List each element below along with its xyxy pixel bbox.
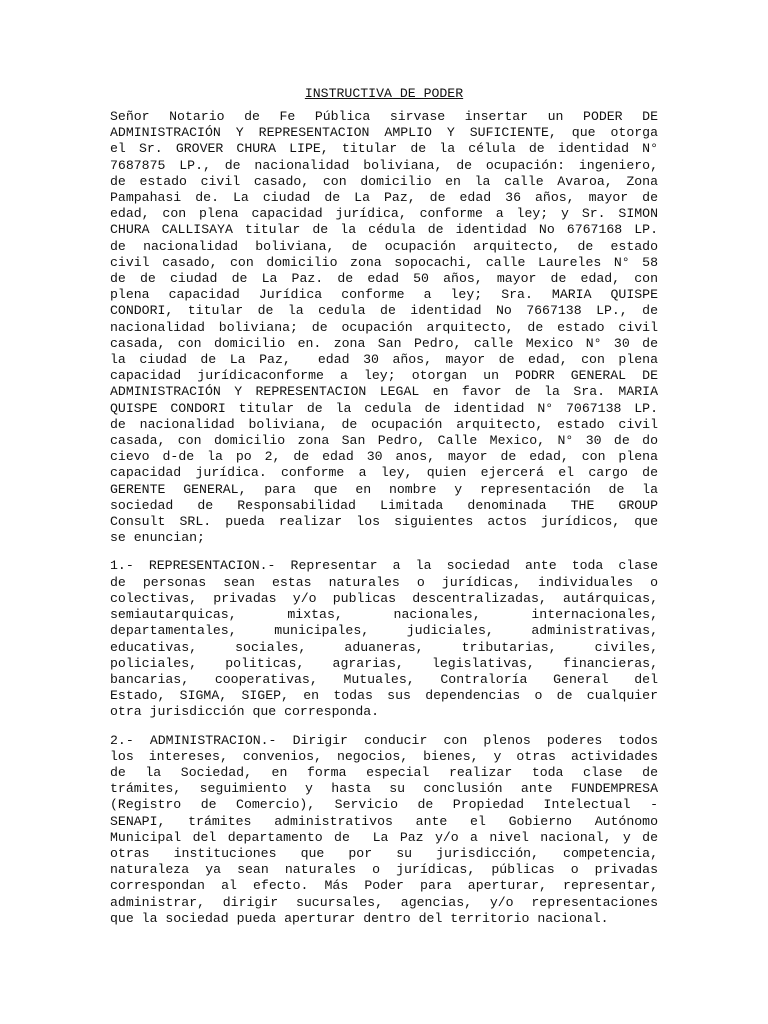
text-line: CHURA CALLISAYA titular de la cédula de identidad No 6767168 LP.: [110, 222, 658, 238]
paragraph-3: [110, 733, 658, 927]
text-line: SENAPI, trámites administrativos ante el Gobierno Autónomo: [110, 813, 658, 829]
text-line: GERENTE GENERAL, para que en nombre y representación de la: [110, 481, 658, 497]
text-line: (Registro de Comercio), Servicio de Propiedad Intelectual -: [110, 797, 658, 813]
text-line: nacionalidad boliviana; de ocupación arquitecto, de estado civil: [110, 319, 658, 335]
document-title: INSTRUCTIVA DE PODER: [304, 86, 464, 101]
text-line: los intereses, convenios, negocios, bienes, y otras actividades: [110, 748, 658, 764]
text-line: casada, con domicilio en. zona San Pedro, calle Mexico N° 30 de: [110, 335, 658, 351]
text-line: sociedad de Responsabilidad Limitada denominada THE GROUP: [110, 497, 658, 513]
text-line: Consult SRL. pueda realizar los siguientes actos jurídicos, que: [110, 514, 658, 530]
text-line: edad, con plena capacidad jurídica, conforme a ley; y Sr. SIMON: [110, 206, 658, 222]
text-line: otras instituciones que por su jurisdicción, competencia,: [110, 845, 658, 861]
text-line: 1.- REPRESENTACION.- Representar a la sociedad ante toda clase: [110, 558, 658, 574]
text-line: Señor Notario de Fe Pública sirvase insertar un PODER DE: [110, 109, 658, 124]
text-line: CONDORI, titular de la cedula de identidad No 7667138 LP., de: [110, 303, 658, 319]
text-line: departamentales, municipales, judiciales, administrativas,: [110, 623, 658, 639]
paragraph-1: [110, 109, 658, 546]
paragraph-2: [110, 558, 658, 720]
text-line: bancarias, cooperativas, Mutuales, Contraloría General del: [110, 671, 658, 687]
text-line: 7687875 LP., de nacionalidad boliviana, de ocupación: ingeniero,: [110, 157, 658, 173]
document-body: [110, 109, 658, 927]
text-line: de estado civil casado, con domicilio en la calle Avaroa, Zona: [110, 173, 658, 189]
text-line: QUISPE CONDORI titular de la cedula de identidad N° 7067138 LP.: [110, 400, 658, 416]
text-line: 2.- ADMINISTRACION.- Dirigir conducir con plenos poderes todos: [110, 732, 658, 748]
text-line: correspondan al efecto. Más Poder para aperturar, representar,: [110, 878, 658, 894]
text-line: que la sociedad pueda aperturar dentro del territorio nacional.: [110, 910, 609, 926]
text-line: plena capacidad Jurídica conforme a ley; Sra. MARIA QUISPE: [110, 287, 658, 303]
text-line: casada, con domicilio zona San Pedro, Calle Mexico, N° 30 de do: [110, 433, 658, 449]
text-line: educativas, sociales, aduaneras, tributarias, civiles,: [110, 639, 658, 655]
text-line: colectivas, privadas y/o publicas descentralizadas, autárquicas,: [110, 590, 658, 606]
text-line: capacidad jurídicaconforme a ley; otorgan un PODRR GENERAL DE: [110, 368, 658, 384]
text-line: cievo d-de la po 2, de edad 30 anos, mayor de edad, con plena: [110, 449, 658, 465]
text-line: de personas sean estas naturales o jurídicas, individuales o: [110, 574, 658, 590]
text-line: la ciudad de La Paz, edad 30 años, mayor de edad, con plena: [110, 352, 658, 368]
text-line: de nacionalidad boliviana, de ocupación arquitecto, de estado: [110, 238, 658, 254]
text-line: policiales, politicas, agrarias, legislativas, financieras,: [110, 655, 658, 671]
text-line: administrar, dirigir sucursales, agencias, y/o representaciones: [110, 894, 658, 910]
text-line: capacidad jurídica. conforme a ley, quien ejercerá el cargo de: [110, 465, 658, 481]
text-line: se enuncian;: [110, 530, 205, 546]
text-line: Pampahasi de. La ciudad de La Paz, de edad 36 años, mayor de: [110, 190, 658, 206]
text-line: de de ciudad de La Paz. de edad 50 años, mayor de edad, con: [110, 271, 658, 287]
text-line: de nacionalidad boliviana, de ocupación arquitecto, estado civil: [110, 416, 658, 432]
text-line: naturaleza ya sean naturales o jurídicas, públicas o privadas: [110, 862, 658, 878]
text-line: de la Sociedad, en forma especial realizar toda clase de: [110, 764, 658, 780]
text-line: Municipal del departamento de La Paz y/o a nivel nacional, y de: [110, 829, 658, 845]
text-line: el Sr. GROVER CHURA LIPE, titular de la célula de identidad N°: [110, 141, 658, 157]
text-line: civil casado, con domicilio zona sopocachi, calle Laureles N° 58: [110, 254, 658, 270]
text-line: otra jurisdicción que corresponda.: [110, 704, 380, 720]
text-line: trámites, seguimiento y hasta su conclusión ante FUNDEMPRESA: [110, 781, 658, 797]
text-line: semiautarquicas, mixtas, nacionales, internacionales,: [110, 607, 658, 623]
text-line: ADMINISTRACIÓN Y REPRESENTACION LEGAL en favor de la Sra. MARIA: [110, 384, 658, 400]
text-line: ADMINISTRACIÓN Y REPRESENTACION AMPLIO Y SUFICIENTE, que otorga: [110, 125, 658, 141]
text-line: Estado, SIGMA, SIGEP, en todas sus dependencias o de cualquier: [110, 688, 658, 704]
